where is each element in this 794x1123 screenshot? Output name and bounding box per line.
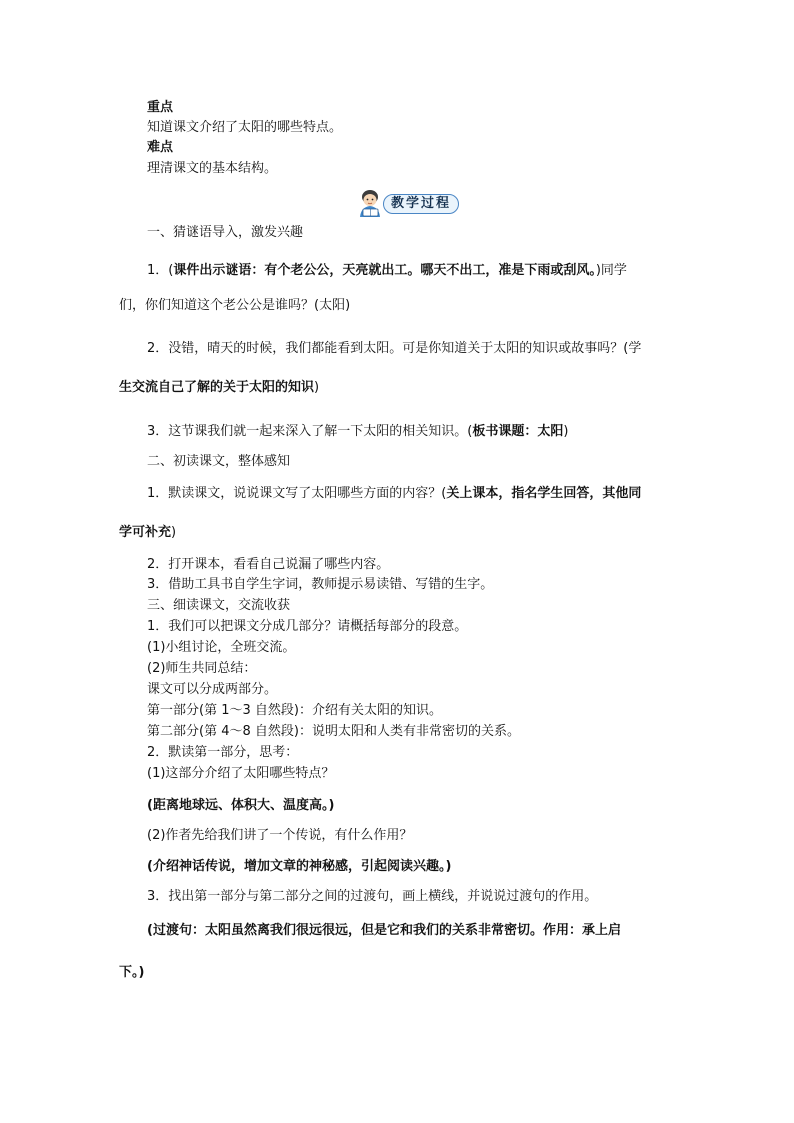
section-1-item-2-cont xyxy=(119,379,319,397)
teaching-process-badge xyxy=(355,188,461,218)
item-3-suffix: ) xyxy=(563,424,569,439)
section-3-item-1-sub-1: (1)小组讨论，全班交流。 xyxy=(147,640,296,655)
section-3-title: 三、细读课文，交流收获 xyxy=(147,598,291,613)
section-3-item-3-answer-cont: 下。) xyxy=(119,965,145,980)
section-1-item-1-cont: 们，你们知道这个老公公是谁吗？(太阳) xyxy=(119,298,351,313)
s2-item-1-suffix: ) xyxy=(171,525,177,540)
item-3-board: 板书课题：太阳 xyxy=(472,424,564,439)
s2-item-1-text: 1．默读课文，说说课文写了太阳哪些方面的内容？( xyxy=(147,486,447,501)
section-3-part-1: 第一部分(第 1～3 自然段)：介绍有关太阳的知识。 xyxy=(147,703,442,718)
section-3-item-3: 3．找出第一部分与第二部分之间的过渡句，画上横线，并说说过渡句的作用。 xyxy=(147,889,598,904)
item-1-riddle: 课件出示谜语：有个老公公，天亮就出工。哪天不出工，准是下雨或刮风。 xyxy=(173,263,596,278)
section-3-item-2-sub-2: (2)作者先给我们讲了一个传说，有什么作用？ xyxy=(147,828,413,843)
key-point-label: 重点 xyxy=(147,100,174,115)
section-2-title: 二、初读课文，整体感知 xyxy=(147,454,291,469)
section-1-item-2: 2．没错，晴天的时候，我们都能看到太阳。可是你知道关于太阳的知识或故事吗？(学 xyxy=(147,341,642,356)
section-3-item-2: 2．默读第一部分，思考： xyxy=(147,745,299,760)
section-3-item-1: 1．我们可以把课文分成几部分？请概括每部分的段意。 xyxy=(147,619,468,634)
s2-item-1-activity: 关上课本，指名学生回答，其他同 xyxy=(446,486,642,501)
section-2-item-1 xyxy=(147,485,641,503)
section-2-item-1-cont xyxy=(119,524,176,542)
item-1-prefix: 1．( xyxy=(147,263,174,278)
difficult-point-label: 难点 xyxy=(147,140,174,155)
section-1-title: 一、猜谜语导入，激发兴趣 xyxy=(147,225,304,240)
key-point-text: 知道课文介绍了太阳的哪些特点。 xyxy=(147,120,343,135)
item-3-text: 3．这节课我们就一起来深入了解一下太阳的相关知识。( xyxy=(147,424,473,439)
section-1-item-1 xyxy=(147,262,627,280)
section-3-part-2: 第二部分(第 4～8 自然段)：说明太阳和人类有非常密切的关系。 xyxy=(147,724,520,739)
item-1-suffix: )同学 xyxy=(595,263,627,278)
section-3-item-2-sub-1: (1)这部分介绍了太阳哪些特点？ xyxy=(147,766,335,781)
item-2-suffix: ) xyxy=(314,380,320,395)
section-3-item-2-answer-2: (介绍神话传说，增加文章的神秘感，引起阅读兴趣。) xyxy=(147,859,452,874)
badge-label: 教学过程 xyxy=(383,194,459,214)
s2-item-1-activity-cont: 学可补充 xyxy=(119,525,172,540)
section-3-summary: 课文可以分成两部分。 xyxy=(147,682,278,697)
item-2-activity: 生交流自己了解的关于太阳的知识 xyxy=(119,380,315,395)
section-1-item-3 xyxy=(147,423,568,441)
section-3-item-1-sub-2: (2)师生共同总结： xyxy=(147,661,257,676)
difficult-point-text: 理清课文的基本结构。 xyxy=(147,161,278,176)
section-3-item-2-answer-1: (距离地球远、体积大、温度高。) xyxy=(147,798,335,813)
section-3-item-3-answer: (过渡句：太阳虽然离我们很远很远，但是它和我们的关系非常密切。作用：承上启 xyxy=(147,923,621,938)
section-2-item-3: 3．借助工具书自学生字词，教师提示易读错、写错的生字。 xyxy=(147,577,494,592)
section-2-item-2: 2．打开课本，看看自己说漏了哪些内容。 xyxy=(147,557,390,572)
